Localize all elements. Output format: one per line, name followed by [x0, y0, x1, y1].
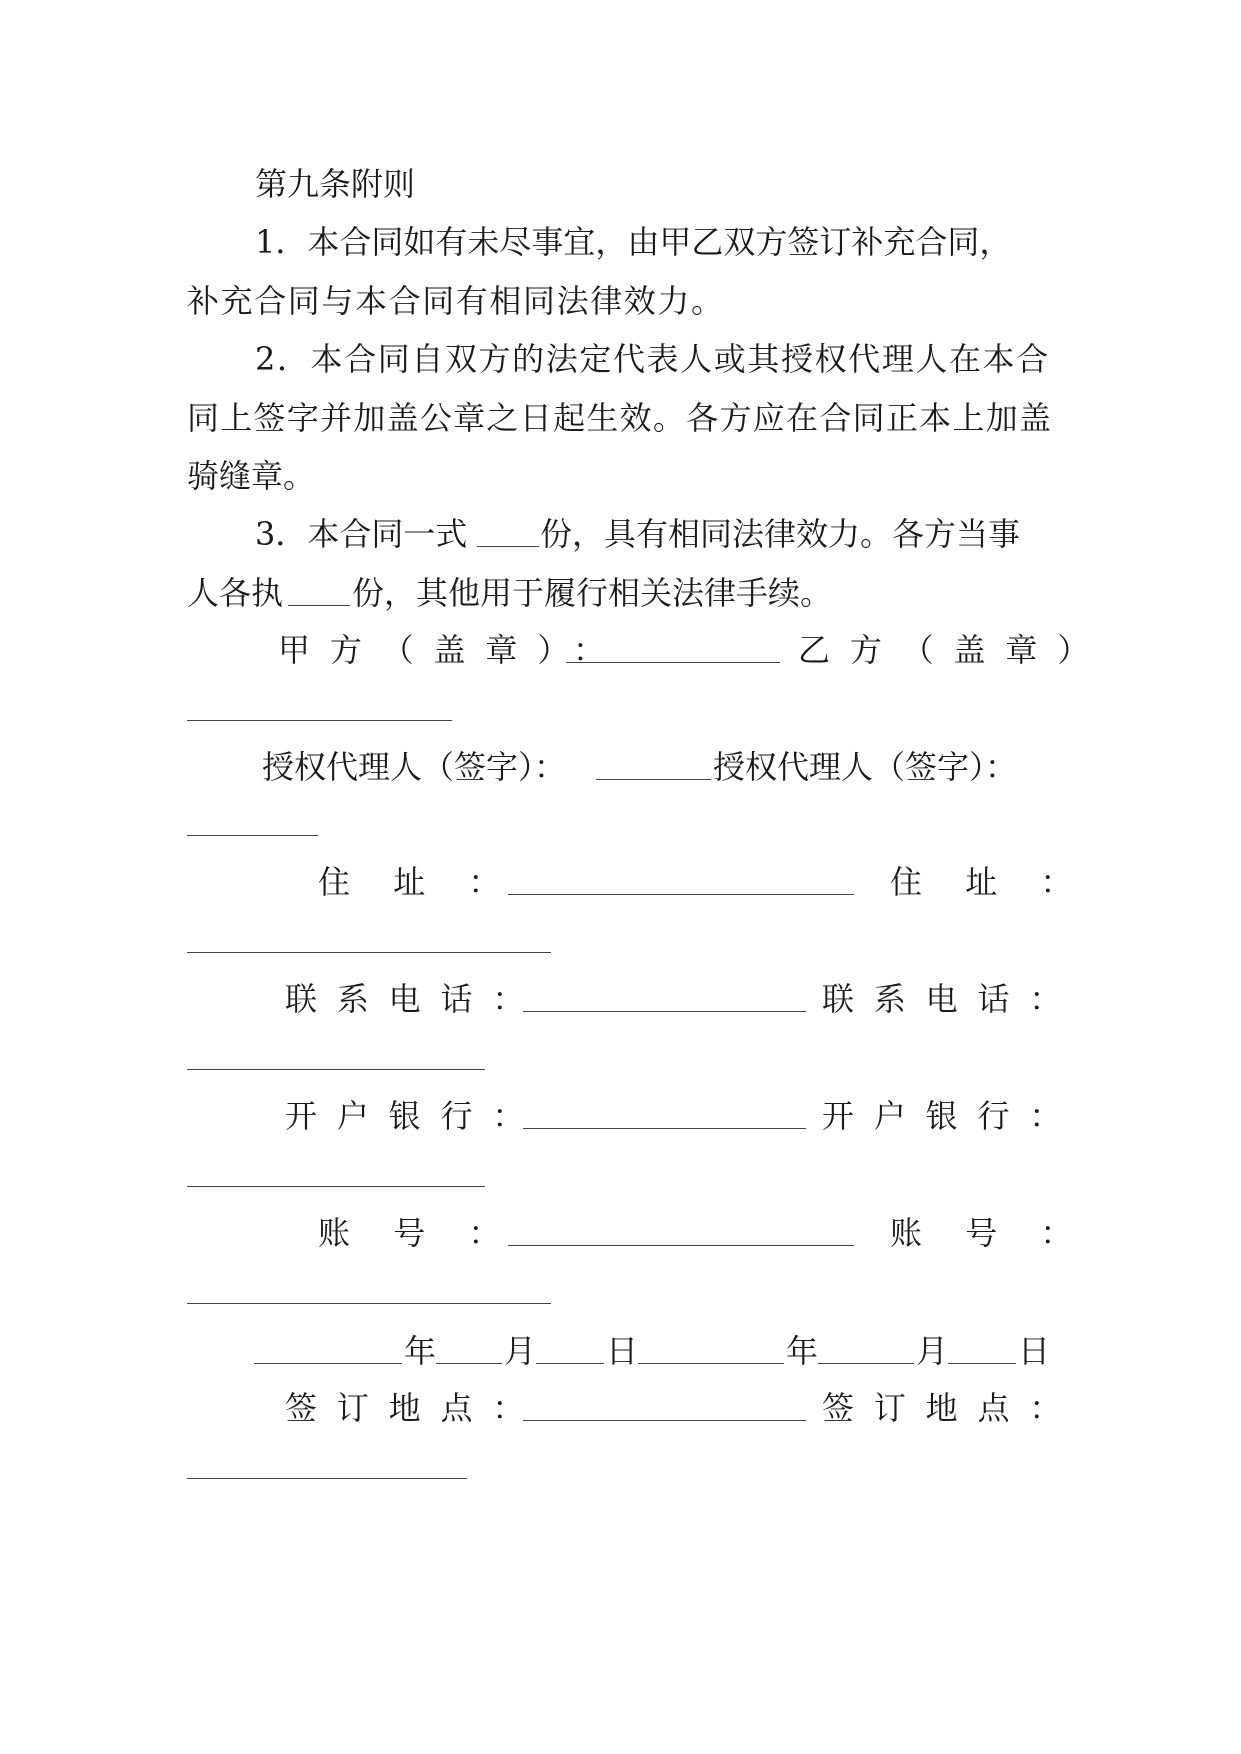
- clause-3-text-b: 份，具有相同法律效力。各方当事: [540, 515, 1021, 553]
- place-a-label: 签订地点：: [285, 1389, 545, 1427]
- clause-3-text-a: 3．本合同一式: [255, 515, 468, 553]
- clause-2-line-3: 骑缝章。: [187, 457, 316, 495]
- place-b-blank[interactable]: [187, 1478, 467, 1479]
- copies-each-blank[interactable]: [288, 605, 350, 606]
- date-b-month-blank[interactable]: [818, 1363, 914, 1364]
- date-a-year-label: 年: [404, 1332, 437, 1370]
- date-b-day-label: 日: [1018, 1332, 1051, 1370]
- clause-3-text-d: 份，其他用于履行相关法律手续。: [352, 574, 833, 612]
- address-b-label: 住址：: [890, 863, 1116, 901]
- date-a-day-label: 日: [606, 1332, 639, 1370]
- date-b-month-label: 月: [916, 1332, 949, 1370]
- clause-1-line-1: 1．本合同如有未尽事宜，由甲乙双方签订补充合同，: [255, 223, 1012, 261]
- article-heading: 第九条附则: [255, 165, 416, 203]
- clause-3-text-c: 人各执: [187, 574, 284, 612]
- place-a-blank[interactable]: [523, 1420, 806, 1421]
- agent-b-blank[interactable]: [187, 835, 318, 836]
- agent-b-label: 授权代理人（签字）：: [713, 748, 1018, 786]
- date-a-month-label: 月: [504, 1332, 537, 1370]
- date-a-day-blank[interactable]: [536, 1363, 604, 1364]
- party-a-seal-blank[interactable]: [566, 662, 780, 663]
- address-a-blank[interactable]: [508, 894, 854, 895]
- address-a-label: 住址：: [318, 863, 544, 901]
- date-b-year-label: 年: [786, 1332, 819, 1370]
- address-b-blank[interactable]: [187, 952, 551, 953]
- account-b-label: 账号：: [890, 1214, 1116, 1252]
- phone-b-blank[interactable]: [187, 1069, 485, 1070]
- phone-a-blank[interactable]: [523, 1011, 806, 1012]
- phone-b-label: 联系电话：: [822, 980, 1082, 1018]
- date-b-day-blank[interactable]: [948, 1363, 1016, 1364]
- account-b-blank[interactable]: [187, 1303, 551, 1304]
- bank-a-label: 开户银行：: [285, 1097, 545, 1135]
- account-a-label: 账号：: [318, 1214, 544, 1252]
- bank-b-blank[interactable]: [187, 1186, 485, 1187]
- agent-a-blank[interactable]: [596, 779, 711, 780]
- date-b-year-blank[interactable]: [638, 1363, 784, 1364]
- clause-2-line-2: 同上签字并加盖公章之日起生效。各方应在合同正本上加盖: [187, 399, 1053, 437]
- agent-a-label: 授权代理人（签字）：: [262, 748, 567, 786]
- date-a-month-blank[interactable]: [436, 1363, 502, 1364]
- party-b-seal-label: 乙方（盖章）: [798, 631, 1110, 669]
- bank-a-blank[interactable]: [523, 1128, 806, 1129]
- phone-a-label: 联系电话：: [285, 980, 545, 1018]
- party-b-seal-blank[interactable]: [187, 720, 452, 721]
- clause-2-line-1: 2．本合同自双方的法定代表人或其授权代理人在本合: [255, 340, 1050, 378]
- place-b-label: 签订地点：: [822, 1389, 1082, 1427]
- party-a-seal-label: 甲方（盖章）：: [278, 631, 625, 669]
- clause-1-line-2: 补充合同与本合同有相同法律效力。: [187, 282, 725, 320]
- copies-total-blank[interactable]: [477, 546, 539, 547]
- bank-b-label: 开户银行：: [822, 1097, 1082, 1135]
- account-a-blank[interactable]: [508, 1245, 854, 1246]
- date-a-year-blank[interactable]: [254, 1363, 402, 1364]
